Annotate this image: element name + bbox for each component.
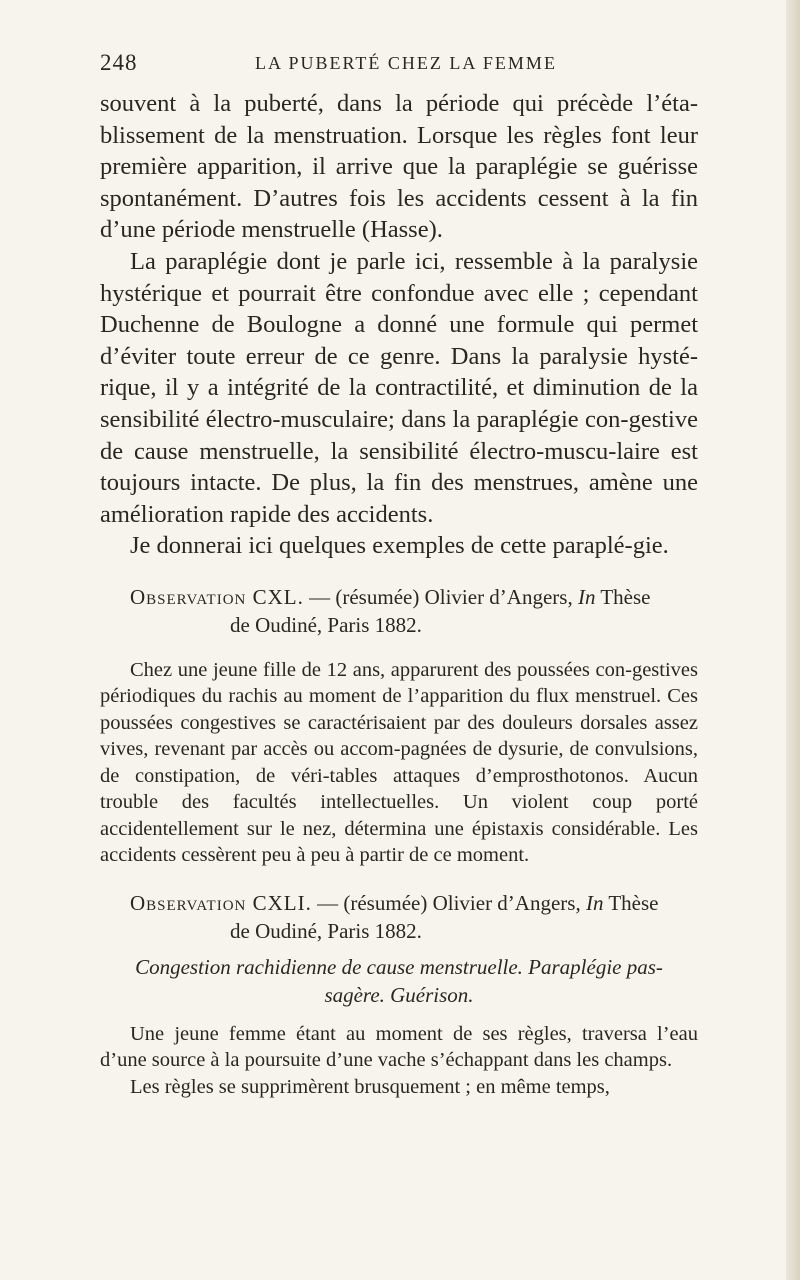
page-number: 248: [100, 50, 138, 75]
observation-1-source-in: In: [577, 584, 596, 609]
running-head: LA PUBERTÉ CHEZ LA FEMME: [255, 53, 557, 73]
observation-2-source-in: In: [585, 890, 604, 915]
observation-2-source-end: Thèse: [603, 890, 659, 915]
observation-2-heading: [100, 889, 698, 945]
observation-1-heading: [100, 583, 698, 639]
paragraph-3: Je donnerai ici quelques exemples de cette paraplé-gie.: [130, 532, 669, 560]
observation-1-source-line2: de Oudiné, Paris 1882.: [230, 612, 422, 637]
page-header: [100, 50, 700, 82]
observation-2-source-line2: de Oudiné, Paris 1882.: [230, 918, 422, 943]
observation-1-text: Chez une jeune fille de 12 ans, apparurent des poussées con-gestives périodiques du rachis au moment de l’apparition du flux menstruel. Ces poussées congestives se caractérisaient par des douleurs dorsales assez vives, revenant par accès ou accom-pagnées de dysurie, de convulsions, de constipation, de véri-tables attaques d’emprosthotonos. Aucun trouble des facultés intellectuelles. Un violent coup porté accidentellement sur le nez, détermina une épistaxis considérable. Les accidents cessèrent peu à peu à partir de ce moment.: [100, 658, 698, 867]
paragraph-1: souvent à la puberté, dans la période qui précède l’éta-blissement de la menstruation. Lorsque les règles font leur première apparition, il arrive que la paraplégie se guérisse spontanément. D’autres fois les accidents cessent à la fin d’une période menstruelle (Hasse).: [100, 90, 698, 244]
observation-2-text-1: Une jeune femme étant au moment de ses règles, traversa l’eau d’une source à la poursuite d’une vache s’échappant dans les champs.: [100, 1022, 698, 1072]
paragraph-2: La paraplégie dont je parle ici, ressemble à la paralysie hystérique et pourrait être confondue avec elle ; cependant Duchenne de Boulogne a donné une formule qui permet d’éviter toute erreur de ce genre. Dans la paralysie hysté-rique, il y a intégrité de la contractilité, et diminution de la sensibilité électro-musculaire; dans la paraplégie con-gestive de cause menstruelle, la sensibilité électro-muscu-laire est toujours intacte. De plus, la fin des menstrues, amène une amélioration rapide des accidents.: [100, 247, 698, 528]
observation-2-title-line2: sagère. Guérison.: [324, 982, 474, 1007]
observation-1-source: — (résumée) Olivier d’Angers,: [303, 584, 578, 609]
observation-2-title-line1: Congestion rachidienne de cause menstruelle. Paraplégie pas-: [135, 954, 663, 979]
observation-2-label: Observation CXLI.: [130, 890, 312, 915]
observation-1-source-end: Thèse: [595, 584, 651, 609]
observation-2-text-2: Les règles se supprimèrent brusquement ; en même temps,: [130, 1075, 610, 1098]
observation-2-source: — (résumée) Olivier d’Angers,: [311, 890, 586, 915]
page-edge: [786, 0, 800, 1280]
main-text: [100, 88, 698, 562]
observation-1-label: Observation CXL.: [130, 584, 304, 609]
page-body: [100, 88, 698, 1100]
observation-2-title: [100, 953, 698, 1009]
